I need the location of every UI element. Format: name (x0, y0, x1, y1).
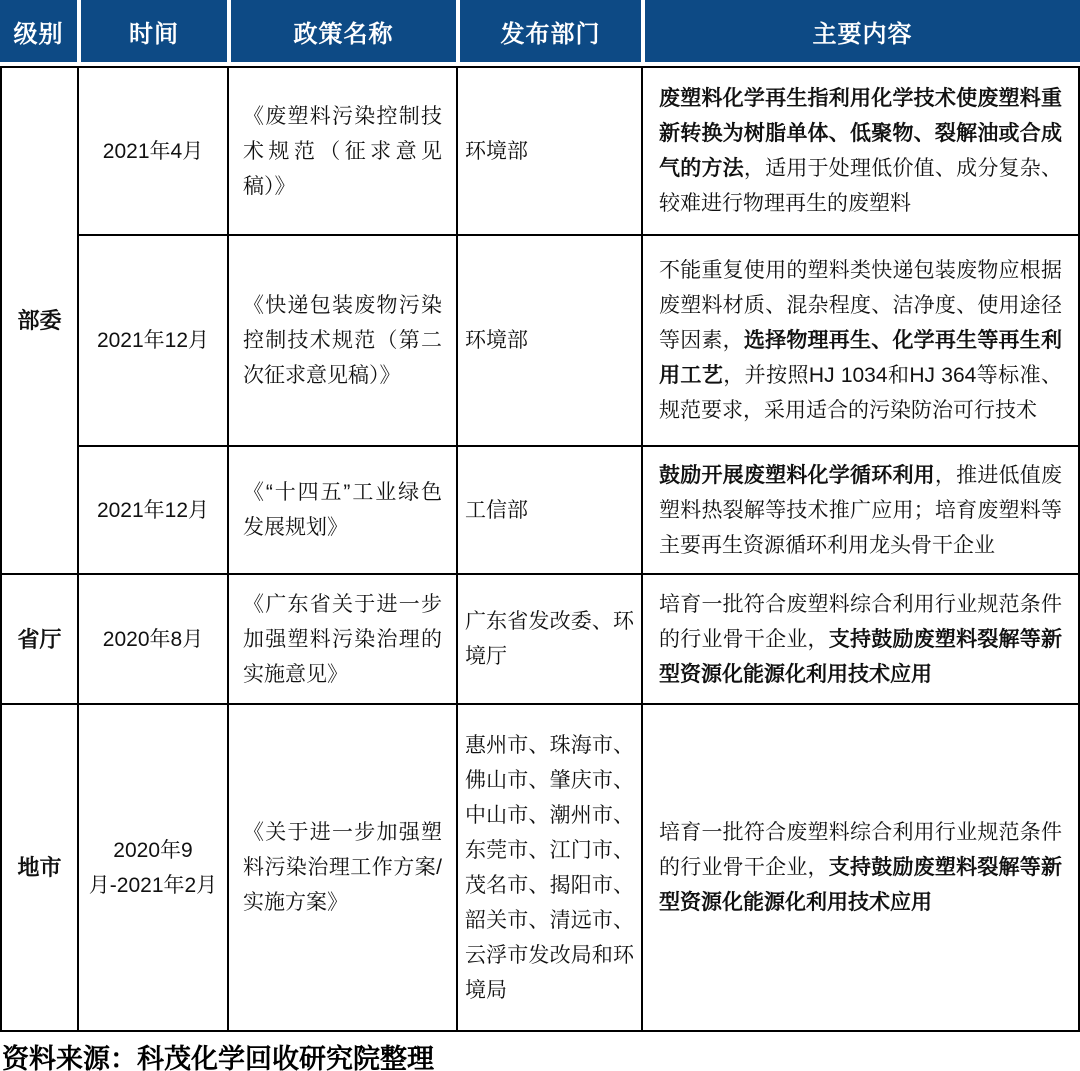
header-cell-department: 发布部门 (460, 0, 641, 62)
time-cell: 2020年9月-2021年2月 (79, 705, 229, 1030)
content-cell: 不能重复使用的塑料类快递包装废物应根据废塑料材质、混杂程度、洁净度、使用途径等因素，选择物理再生、化学再生等再生利用工艺，并按照HJ 1034和HJ 364等标准、规范要求，采用适合的污染防治可行技术 (643, 236, 1078, 447)
department-cell: 惠州市、珠海市、佛山市、肇庆市、中山市、潮州市、东莞市、江门市、茂名市、揭阳市、韶关市、清远市、云浮市发改局和环境局 (458, 705, 643, 1030)
time-cell: 2021年12月 (79, 447, 229, 575)
department-cell: 工信部 (458, 447, 643, 575)
header-cell-time: 时间 (81, 0, 227, 62)
content-cell: 废塑料化学再生指利用化学技术使废塑料重新转换为树脂单体、低聚物、裂解油或合成气的方法，适用于处理低价值、成分复杂、较难进行物理再生的废塑料 (643, 68, 1078, 236)
data-source-note: 资料来源：科茂化学回收研究院整理 (2, 1044, 434, 1071)
policy-cell: 《废塑料污染控制技术规范（征求意见稿）》 (229, 68, 458, 236)
time-cell: 2021年12月 (79, 236, 229, 447)
content-cell: 培育一批符合废塑料综合利用行业规范条件的行业骨干企业，支持鼓励废塑料裂解等新型资源化能源化利用技术应用 (643, 575, 1078, 705)
content-cell: 培育一批符合废塑料综合利用行业规范条件的行业骨干企业，支持鼓励废塑料裂解等新型资源化能源化利用技术应用 (659, 821, 1063, 914)
level-cell-ministry: 部委 (2, 68, 79, 575)
time-cell: 2020年8月 (79, 575, 229, 705)
policy-cell: 《关于进一步加强塑料污染治理工作方案/实施方案》 (229, 705, 458, 1030)
level-cell-city: 地市 (2, 705, 79, 1030)
header-cell-level: 级别 (0, 0, 77, 62)
level-cell-province: 省厅 (2, 575, 79, 705)
department-cell: 环境部 (458, 236, 643, 447)
header-cell-policy: 政策名称 (231, 0, 456, 62)
content-cell: 鼓励开展废塑料化学循环利用，推进低值废塑料热裂解等技术推广应用；培育废塑料等主要再生资源循环利用龙头骨干企业 (643, 447, 1078, 575)
department-cell: 环境部 (458, 68, 643, 236)
policy-cell: 《广东省关于进一步加强塑料污染治理的实施意见》 (229, 575, 458, 705)
time-cell: 2021年4月 (79, 68, 229, 236)
header-cell-content: 主要内容 (645, 0, 1080, 62)
policy-cell: 《快递包装废物污染控制技术规范（第二次征求意见稿）》 (229, 236, 458, 447)
table-header-row (0, 0, 1080, 62)
department-cell: 广东省发改委、环境厅 (458, 575, 643, 705)
table-body (0, 66, 1080, 1032)
policy-cell: 《“十四五”工业绿色发展规划》 (229, 447, 458, 575)
